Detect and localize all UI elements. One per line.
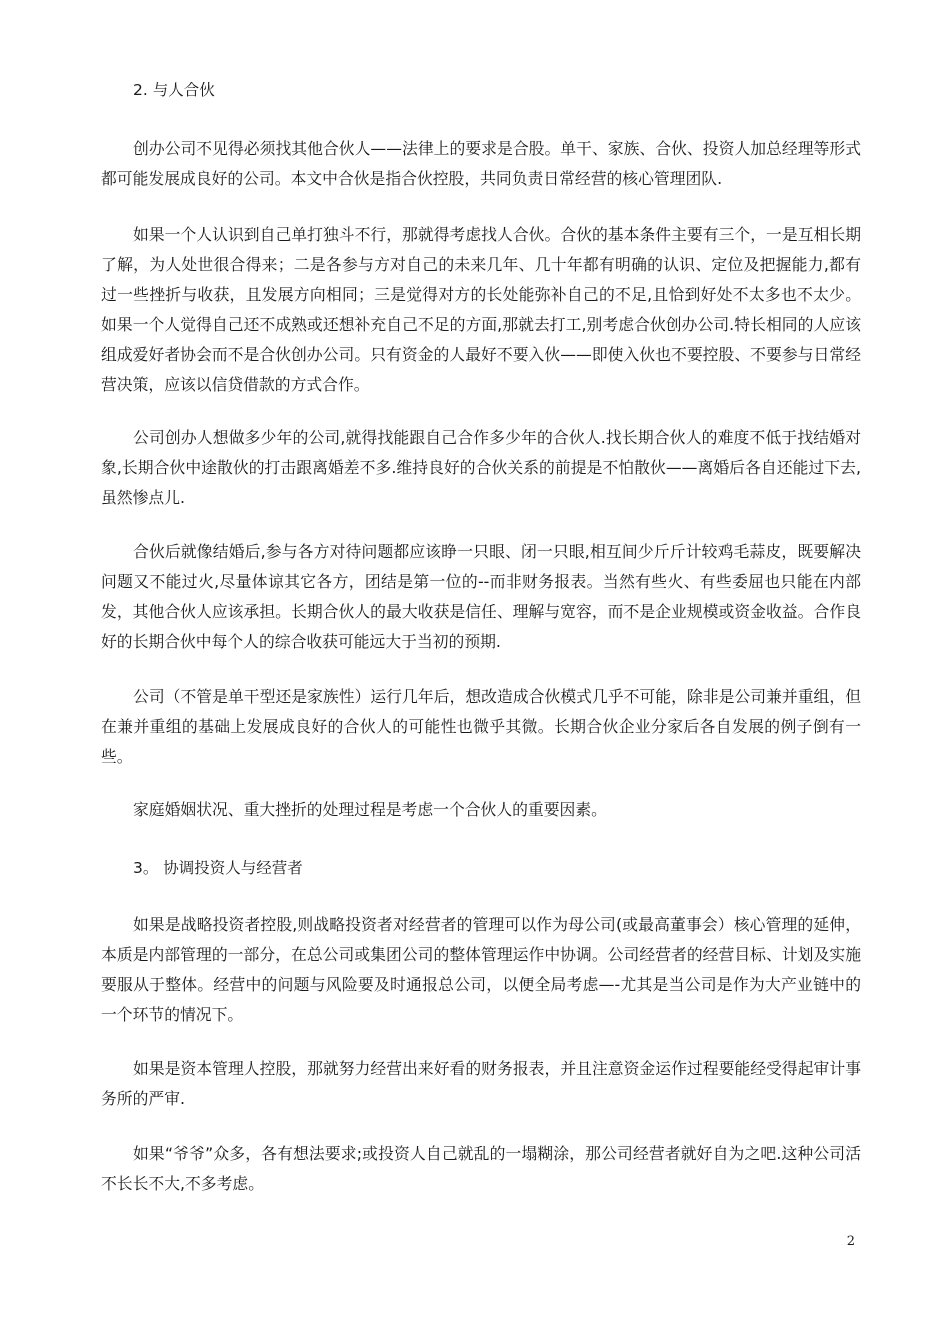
paragraph-partnership-intro: 创办公司不见得必须找其他合伙人——法律上的要求是合股。单干、家族、合伙、投资人加总经理等形式都可能发展成良好的公司。本文中合伙是指合伙控股，共同负责日常经营的核心管理团队. bbox=[101, 139, 861, 188]
paragraph-partnership-duration: 公司创办人想做多少年的公司,就得找能跟自己合作多少年的合伙人.找长期合伙人的难度不低于找结婚对象,长期合伙中途散伙的打击跟离婚差不多.维持良好的合伙关系的前提是不怕散伙——离婚后各自还能过下去,虽然惨点儿. bbox=[101, 428, 861, 507]
paragraph-coordination-strategic: 如果是战略投资者控股,则战略投资者对经营者的管理可以作为母公司(或最高董事会）核心管理的延伸，本质是内部管理的一部分，在总公司或集团公司的整体管理运作中协调。公司经营者的经营目标、计划及实施要服从于整体。经营中的问题与风险要及时通报总公司，以便全局考虑—-尤其是当公司是作为大产业链中的一个环节的情况下。 bbox=[101, 915, 861, 1024]
paragraph-coordination-capital: 如果是资本管理人控股，那就努力经营出来好看的财务报表，并且注意资金运作过程要能经受得起审计事务所的严审. bbox=[101, 1059, 861, 1108]
section-heading-coordination: 3。 协调投资人与经营者 bbox=[133, 859, 303, 877]
paragraph-partnership-restructure: 公司（不管是单干型还是家族性）运行几年后，想改造成合伙模式几乎不可能，除非是公司兼并重组，但在兼并重组的基础上发展成良好的合伙人的可能性也微乎其微。长期合伙企业分家后各自发展的例子倒有一些。 bbox=[101, 687, 861, 766]
paragraph-partnership-marriage: 合伙后就像结婚后,参与各方对待问题都应该睁一只眼、闭一只眼,相互间少斤斤计较鸡毛蒜皮，既要解决问题又不能过火,尽量体谅其它各方，团结是第一位的--而非财务报表。当然有些火、有些委屈也只能在内部发，其他合伙人应该承担。长期合伙人的最大收获是信任、理解与宽容，而不是企业规模或资金收益。合作良好的长期合伙中每个人的综合收获可能远大于当初的预期. bbox=[101, 542, 861, 651]
section-heading-partnership: 2. 与人合伙 bbox=[133, 81, 215, 99]
page-number: 2 bbox=[846, 1234, 855, 1249]
paragraph-coordination-many-owners: 如果“爷爷”众多，各有想法要求;或投资人自己就乱的一塌糊涂，那公司经营者就好自为之吧.这种公司活不长长不大,不多考虑。 bbox=[101, 1144, 861, 1193]
paragraph-partnership-factors: 家庭婚姻状况、重大挫折的处理过程是考虑一个合伙人的重要因素。 bbox=[133, 800, 607, 819]
paragraph-partnership-conditions: 如果一个人认识到自己单打独斗不行，那就得考虑找人合伙。合伙的基本条件主要有三个，一是互相长期了解，为人处世很合得来；二是各参与方对自己的未来几年、几十年都有明确的认识、定位及把握能力,都有过一些挫折与收获，且发展方向相同；三是觉得对方的长处能弥补自己的不足,且恰到好处不太多也不太少。如果一个人觉得自己还不成熟或还想补充自己不足的方面,那就去打工,别考虑合伙创办公司.特长相同的人应该组成爱好者协会而不是合伙创办公司。只有资金的人最好不要入伙——即使入伙也不要控股、不要参与日常经营决策，应该以信贷借款的方式合作。 bbox=[101, 225, 861, 394]
